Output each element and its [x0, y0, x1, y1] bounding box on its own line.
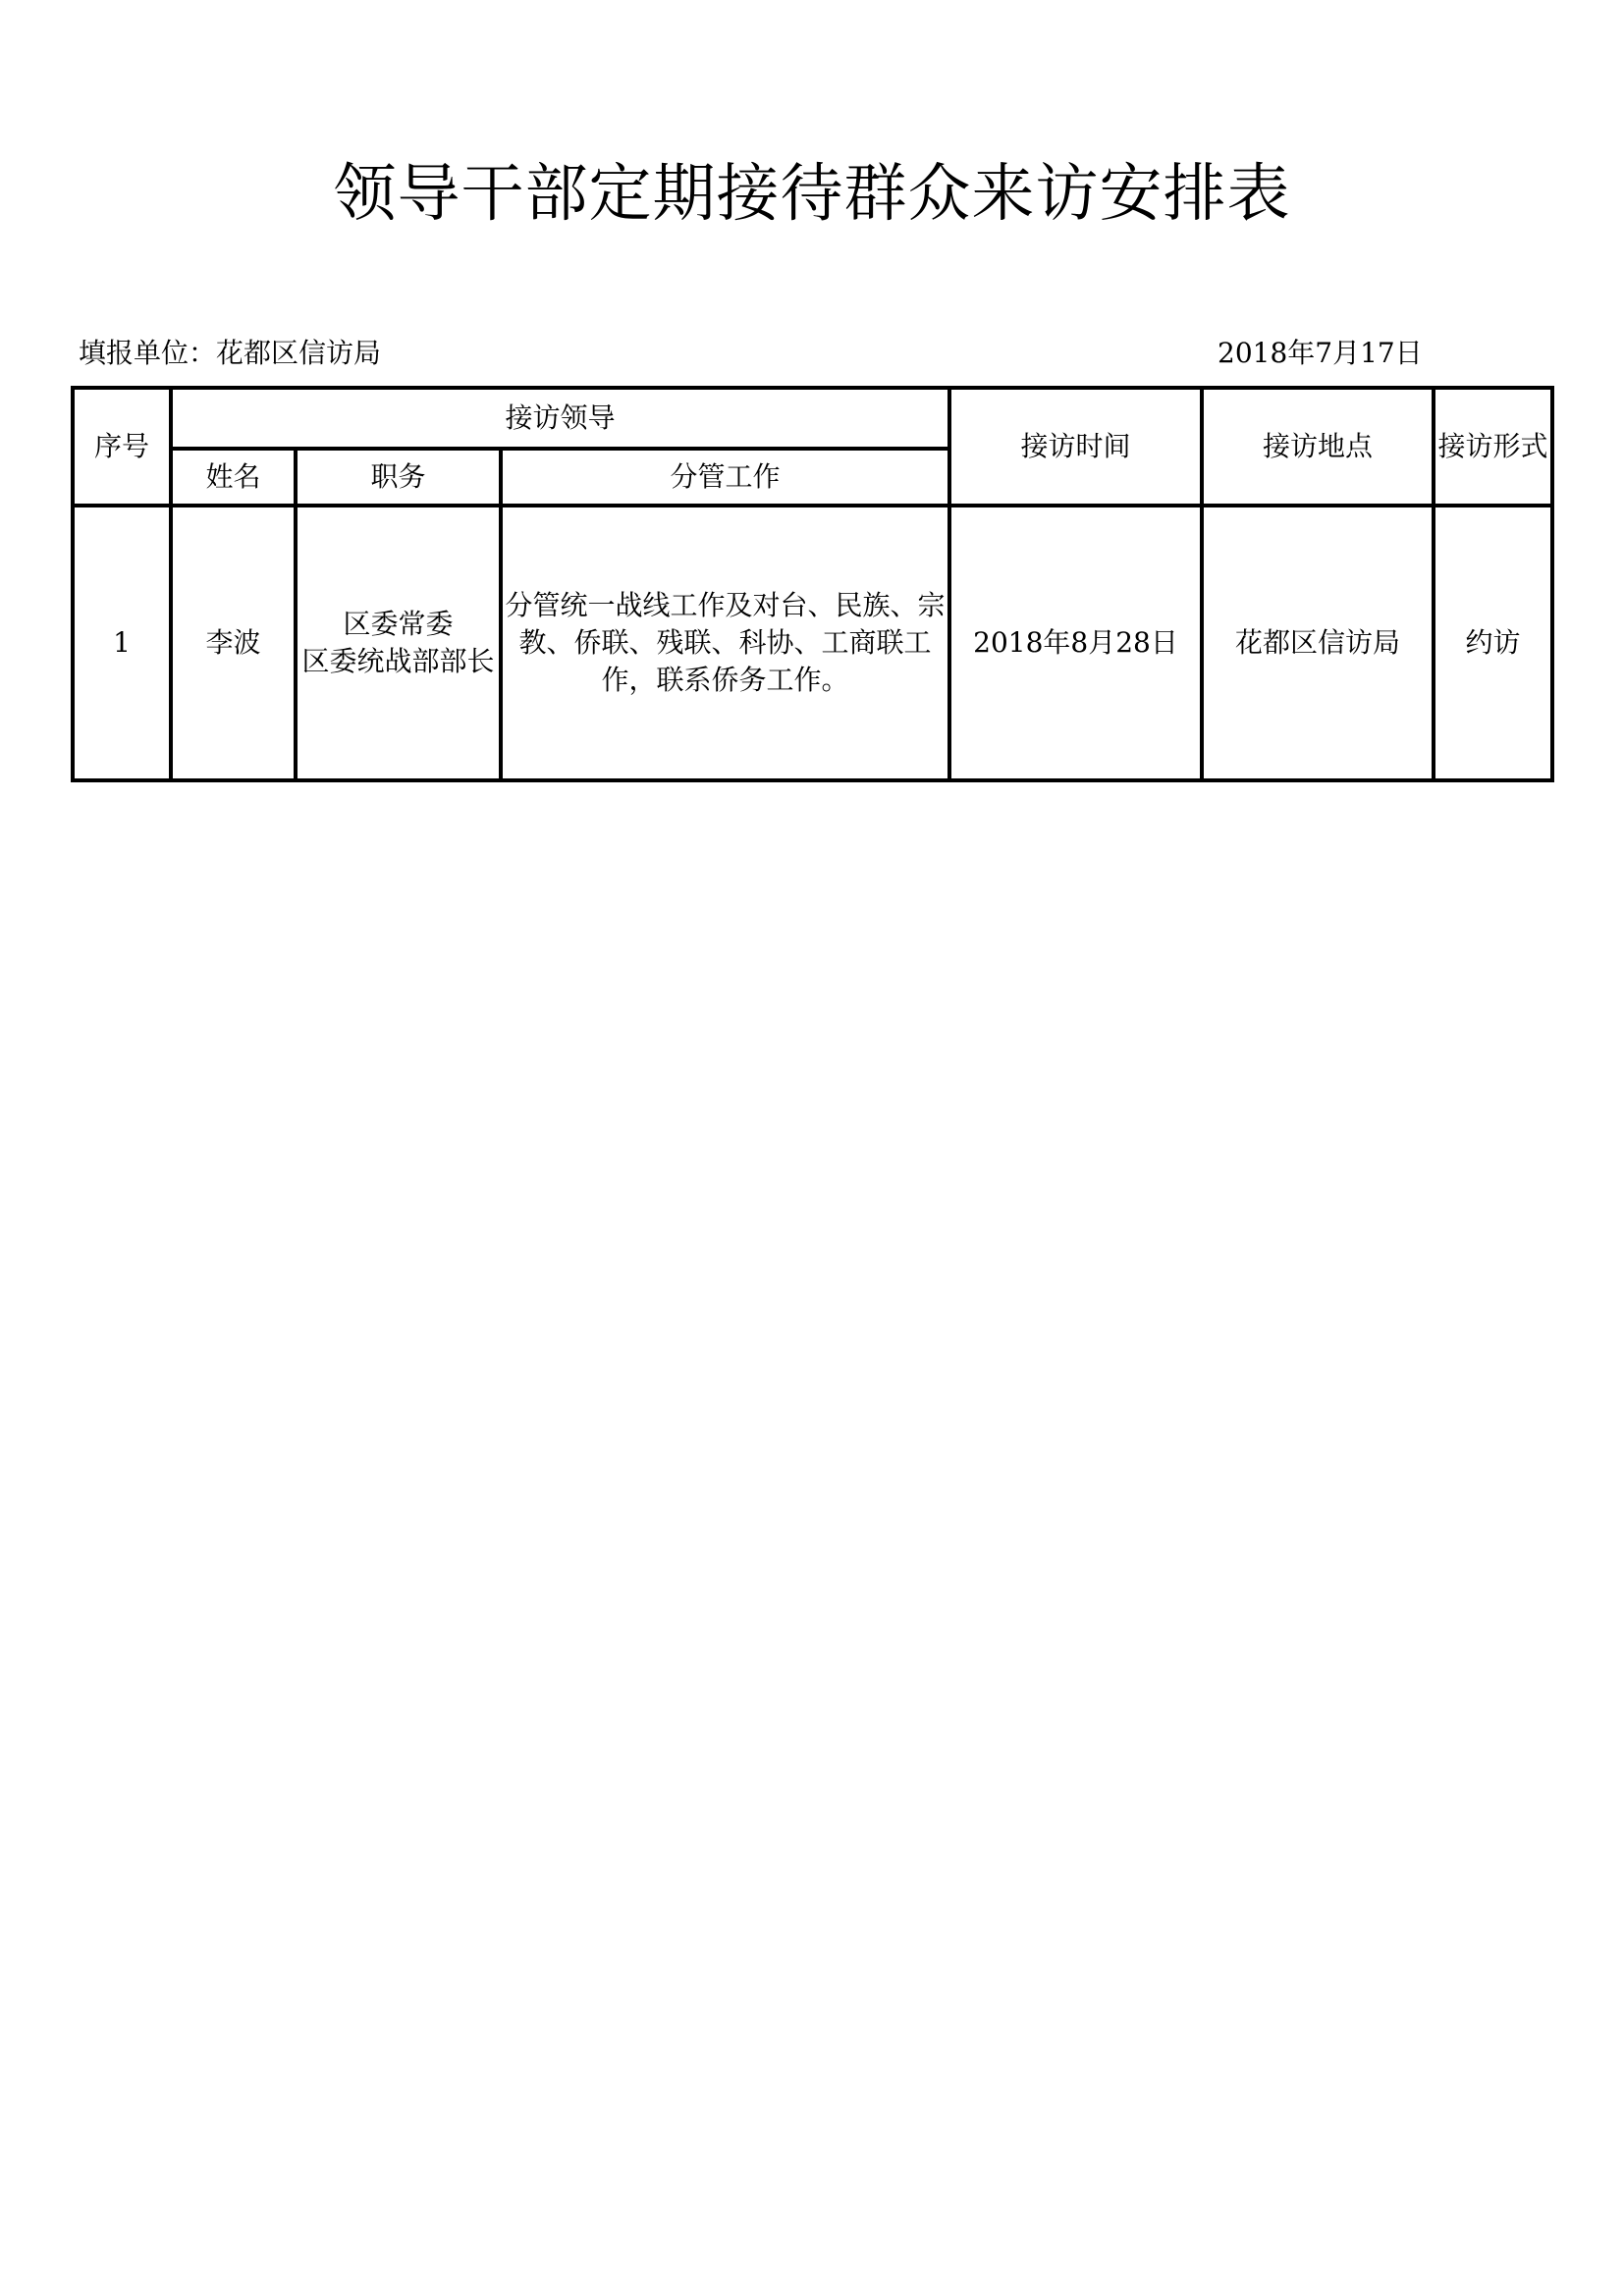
cell-location: 花都区信访局: [1202, 506, 1434, 780]
cell-responsibility: 分管统一战线工作及对台、民族、宗教、侨联、残联、科协、工商联工作，联系侨务工作。: [501, 506, 949, 780]
header-row-primary: [73, 388, 1552, 449]
cell-time: 2018年8月28日: [949, 506, 1202, 780]
reception-schedule-table: [71, 386, 1554, 782]
header-form: 接访形式: [1434, 388, 1552, 506]
cell-index: 1: [73, 506, 171, 780]
cell-position: [296, 506, 501, 780]
header-responsibility: 分管工作: [501, 449, 949, 506]
table-row: [73, 506, 1552, 780]
position-line-2: 区委统战部部长: [301, 645, 495, 677]
reporting-unit: 填报单位：花都区信访局: [79, 337, 382, 369]
header-time: 接访时间: [949, 388, 1202, 506]
header-position: 职务: [296, 449, 501, 506]
header-leader-group: 接访领导: [171, 388, 949, 449]
header-location: 接访地点: [1202, 388, 1434, 506]
header-index: 序号: [73, 388, 171, 506]
cell-name: 李波: [171, 506, 296, 780]
cell-form: 约访: [1434, 506, 1552, 780]
report-date: 2018年7月17日: [1218, 337, 1423, 369]
header-name: 姓名: [171, 449, 296, 506]
page-title: 领导干部定期接待群众来访安排表: [333, 158, 1291, 231]
position-line-1: 区委常委: [343, 608, 454, 640]
